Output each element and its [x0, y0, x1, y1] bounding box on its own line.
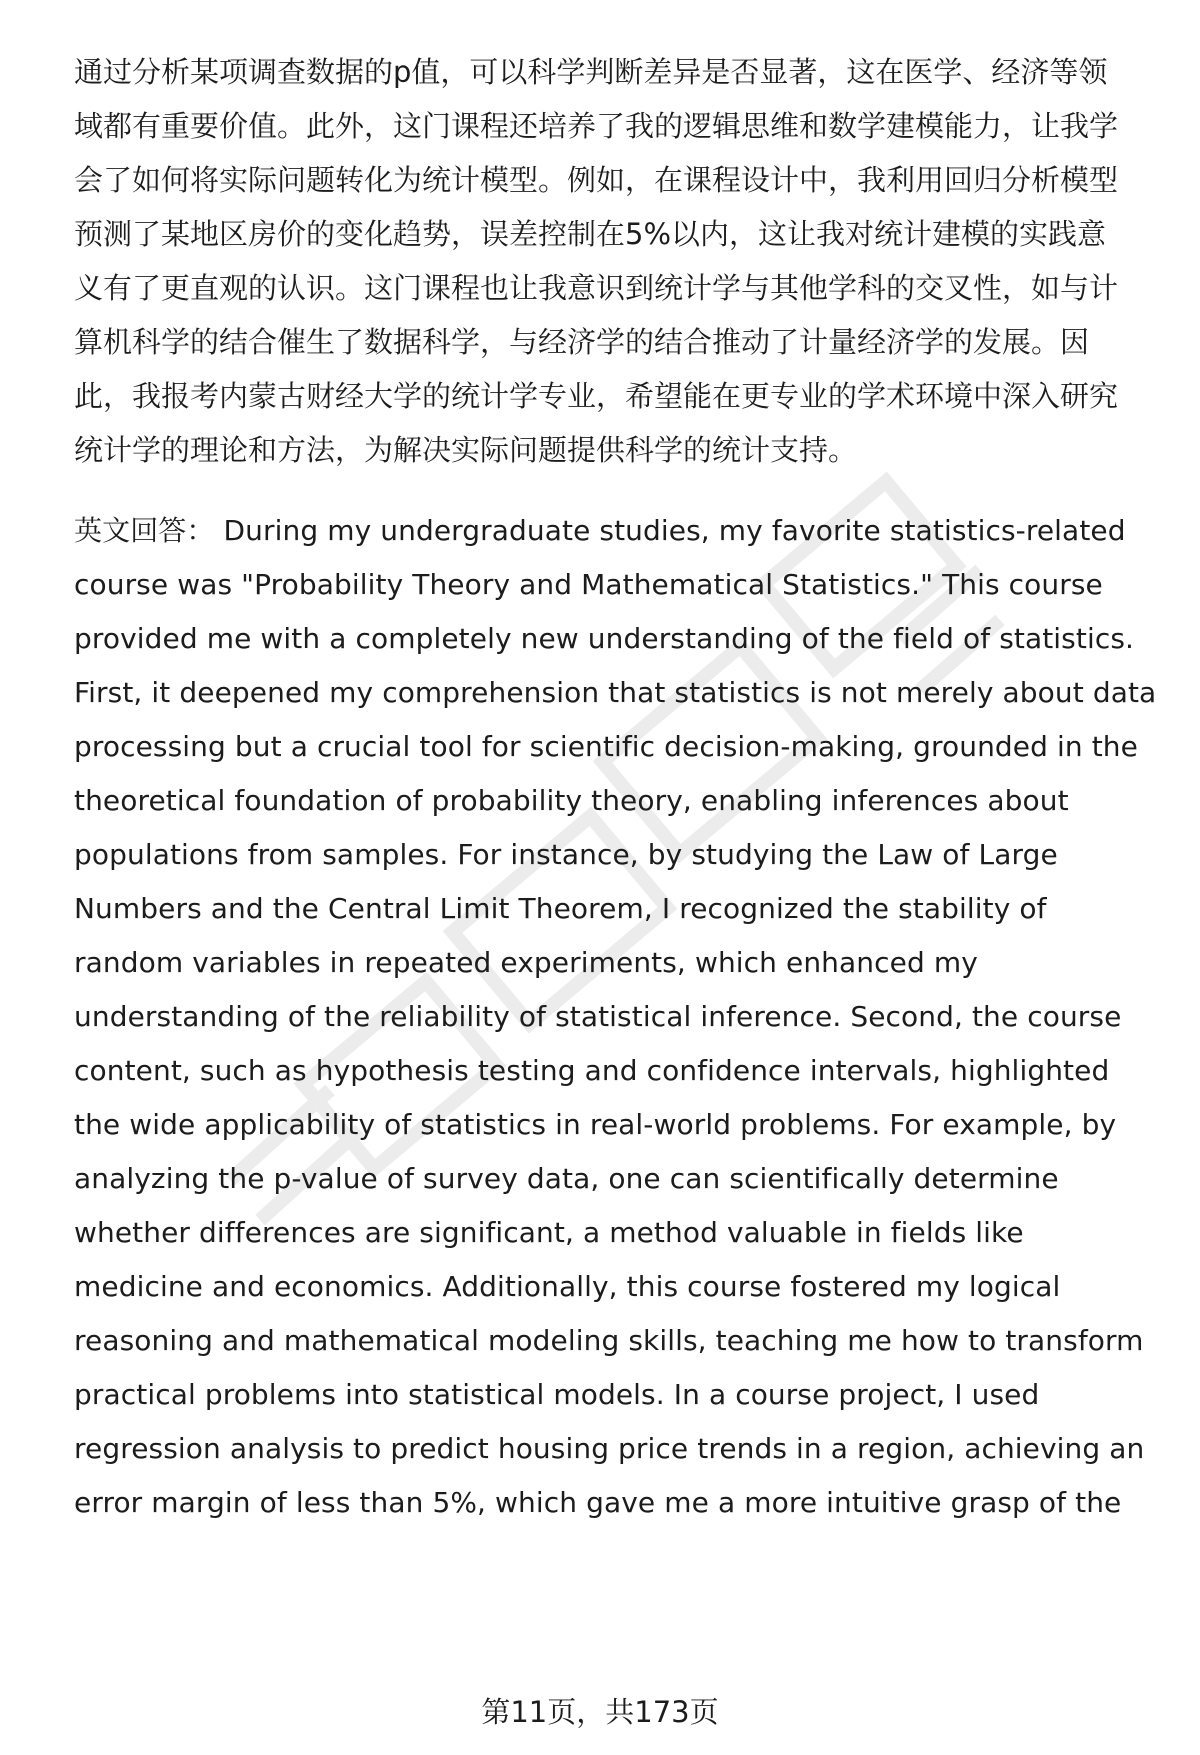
english-paragraph-line: random variables in repeated experiments, which enhanced my	[74, 946, 978, 979]
english-paragraph-line: whether differences are significant, a method valuable in fields like	[74, 1216, 1024, 1249]
english-paragraph-line: Numbers and the Central Limit Theorem, I recognized the stability of	[74, 892, 1047, 925]
english-paragraph-line: First, it deepened my comprehension that statistics is not merely about data	[74, 676, 1157, 709]
chinese-paragraph-line: 此，我报考内蒙古财经大学的统计学专业，希望能在更专业的学术环境中深入研究	[74, 379, 1119, 413]
english-paragraph-line: provided me with a completely new understanding of the field of statistics.	[74, 622, 1135, 655]
english-paragraph-line: theoretical foundation of probability theory, enabling inferences about	[74, 784, 1069, 817]
english-paragraph-line: practical problems into statistical models. In a course project, I used	[74, 1378, 1040, 1411]
english-paragraph-line: error margin of less than 5%, which gave me a more intuitive grasp of the	[74, 1486, 1122, 1519]
english-paragraph-line: populations from samples. For instance, by studying the Law of Large	[74, 838, 1058, 871]
english-paragraph-line: analyzing the p-value of survey data, one can scientifically determine	[74, 1162, 1059, 1195]
page-footer: 第11页，共173页	[481, 1695, 719, 1729]
english-paragraph-line: processing but a crucial tool for scientific decision-making, grounded in the	[74, 730, 1138, 763]
english-paragraph-line: regression analysis to predict housing price trends in a region, achieving an	[74, 1432, 1145, 1465]
english-paragraph-line: 英文回答： During my undergraduate studies, my favorite statistics-related	[74, 514, 1126, 547]
english-paragraph-line: reasoning and mathematical modeling skills, teaching me how to transform	[74, 1324, 1144, 1357]
chinese-paragraph-line: 统计学的理论和方法，为解决实际问题提供科学的统计支持。	[74, 433, 858, 467]
chinese-paragraph-line: 义有了更直观的认识。这门课程也让我意识到统计学与其他学科的交叉性，如与计	[74, 271, 1119, 305]
english-paragraph-line: medicine and economics. Additionally, this course fostered my logical	[74, 1270, 1061, 1303]
english-paragraph-line: course was "Probability Theory and Mathematical Statistics." This course	[74, 568, 1103, 601]
english-paragraph-line: the wide applicability of statistics in real-world problems. For example, by	[74, 1108, 1117, 1141]
english-paragraph-line: content, such as hypothesis testing and confidence intervals, highlighted	[74, 1054, 1110, 1087]
chinese-paragraph-line: 会了如何将实际问题转化为统计模型。例如，在课程设计中，我利用回归分析模型	[74, 163, 1119, 197]
chinese-paragraph-line: 算机科学的结合催生了数据科学，与经济学的结合推动了计量经济学的发展。因	[74, 325, 1090, 359]
chinese-paragraph-line: 通过分析某项调查数据的p值，可以科学判断差异是否显著，这在医学、经济等领	[74, 55, 1108, 89]
english-paragraph-line: understanding of the reliability of statistical inference. Second, the course	[74, 1000, 1122, 1033]
chinese-paragraph-line: 域都有重要价值。此外，这门课程还培养了我的逻辑思维和数学建模能力，让我学	[74, 109, 1119, 143]
chinese-paragraph-line: 预测了某地区房价的变化趋势，误差控制在5%以内，这让我对统计建模的实践意	[74, 217, 1107, 251]
